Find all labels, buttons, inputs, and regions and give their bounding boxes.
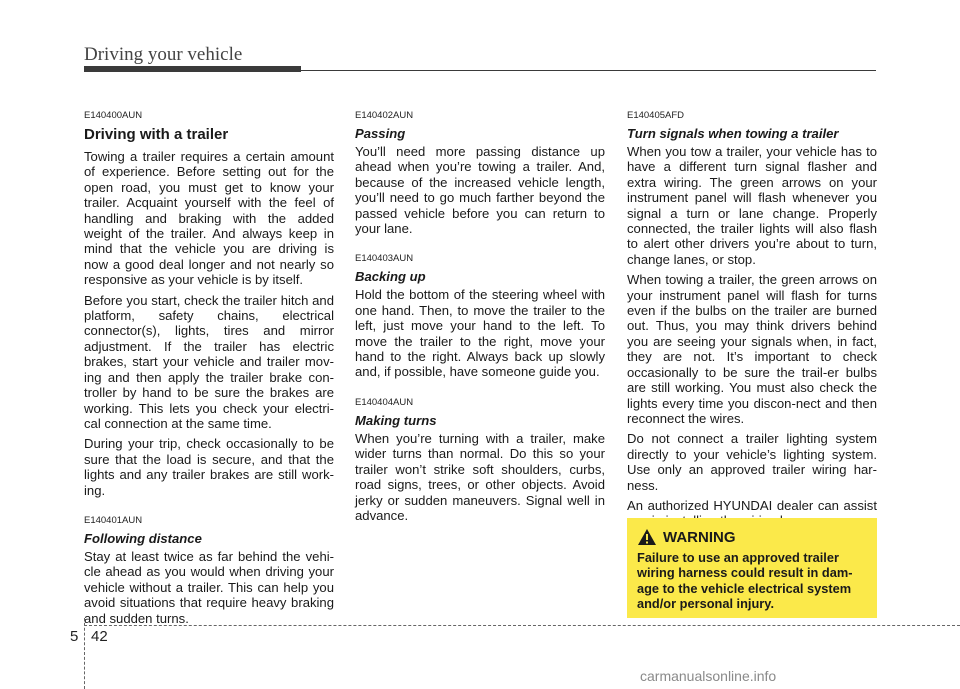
paragraph: When you tow a trailer, your vehicle has to have a different turn signal flasher and extra wiring. The green arrows on your instrument panel will flash whenever you signal a turn or lane change. Properly connected, the trailer lights will also flash to alert other drivers you’re about to turn, change lanes, or stop. (627, 144, 877, 267)
column-1 (84, 110, 334, 643)
page-number: 42 (91, 628, 108, 645)
subsection-heading: Making turns (355, 412, 437, 428)
subsection-heading: Following distance (84, 530, 202, 546)
section-backing-up (355, 253, 605, 379)
subsection-heading: Turn signals when towing a trailer (627, 126, 839, 141)
section-code: E140404AUN (355, 396, 414, 408)
watermark: carmanualsonline.info (640, 668, 777, 684)
paragraph: Hold the bottom of the steering wheel with one hand. Then, to move the trailer to the left, just move your hand to the left. To move the trailer to the right, move your hand to the right. Always back up slowly and, if possible, have someone guide you. (355, 287, 605, 380)
warning-triangle-icon (637, 528, 657, 546)
section-heading: Driving with a trailer (84, 126, 229, 143)
warning-body: Failure to use an approved trailer wiring harness could result in dam-age to the vehicle electrical system and/or personal injury. (637, 550, 853, 612)
subsection-heading: Passing (355, 126, 406, 141)
header-rule-thin (301, 70, 876, 71)
section-code: E140403AUN (355, 253, 414, 265)
footer-rule (84, 625, 960, 626)
section-driving-with-trailer (84, 110, 334, 498)
section-code: E140405AFD (627, 110, 685, 121)
paragraph: Stay at least twice as far behind the vehi-cle ahead as you would when driving your vehicle without a trailer. This can help you avoid situations that require heavy braking and sudden turns. (84, 548, 334, 626)
chapter-number: 5 (70, 628, 79, 645)
paragraph: When towing a trailer, the green arrows on your instrument panel will flash for turns even if the bulbs on the trailer are burned out. Thus, you may think drivers behind you are seeing your signals when, in fact, they are not. It’s important to check occasionally to be sure the trail-er bulbs are still working. You must also check the lights every time you discon-nect and then reconnect the wires. (627, 272, 877, 426)
paragraph: Do not connect a trailer lighting system directly to your vehicle’s lighting system. Use only an approved trailer wiring har-ness. (627, 431, 877, 493)
paragraph: An authorized HYUNDAI dealer can assist (627, 497, 877, 513)
subsection-heading: Backing up (355, 269, 426, 285)
header-rule-dark (84, 66, 301, 72)
section-making-turns (355, 397, 605, 523)
page-header-title: Driving your vehicle (84, 44, 243, 65)
column-3 (627, 110, 877, 546)
section-passing (355, 110, 605, 236)
section-code: E140401AUN (84, 514, 143, 526)
section-following-distance (84, 515, 334, 626)
paragraph: When you’re turning with a trailer, make wider turns than normal. Do this so your trailer won’t strike soft shoulders, curbs, road signs, trees, or other objects. Avoid jerky or sudden maneuvers. Signal well in advance. (355, 430, 605, 523)
section-turn-signals (627, 110, 877, 529)
paragraph: During your trip, check occasionally to be sure that the load is secure, and that the lights and any trailer brakes are still work-ing. (84, 436, 334, 498)
footer-divider (84, 618, 85, 689)
warning-box (627, 518, 877, 618)
paragraph: Towing a trailer requires a certain amount of experience. Before setting out for the open road, you must get to know your trailer. Acquaint yourself with the feel of handling and braking with the added weight of the trailer. And always keep in mind that the vehicle you are driving is now a good deal longer and not nearly so responsive as your vehicle is by itself. (84, 149, 334, 288)
warning-title: WARNING (663, 528, 736, 546)
paragraph: You’ll need more passing distance up ahead when you’re towing a trailer. And, because of the increased vehicle length, you’ll need to go much farther beyond the passed vehicle before you can return to your lane. (355, 144, 605, 237)
column-2 (355, 110, 605, 540)
section-code: E140400AUN (84, 110, 143, 121)
section-code: E140402AUN (355, 110, 414, 121)
paragraph: Before you start, check the trailer hitch and platform, safety chains, electrical connector(s), lights, tires and mirror adjustment. If the trailer has electric brakes, start your vehicle and trailer mov-ing and then apply the trailer brake con-troller by hand to be sure the brakes are working. This lets you check your electri-cal connection at the same time. (84, 292, 334, 431)
warning-header (637, 528, 865, 546)
